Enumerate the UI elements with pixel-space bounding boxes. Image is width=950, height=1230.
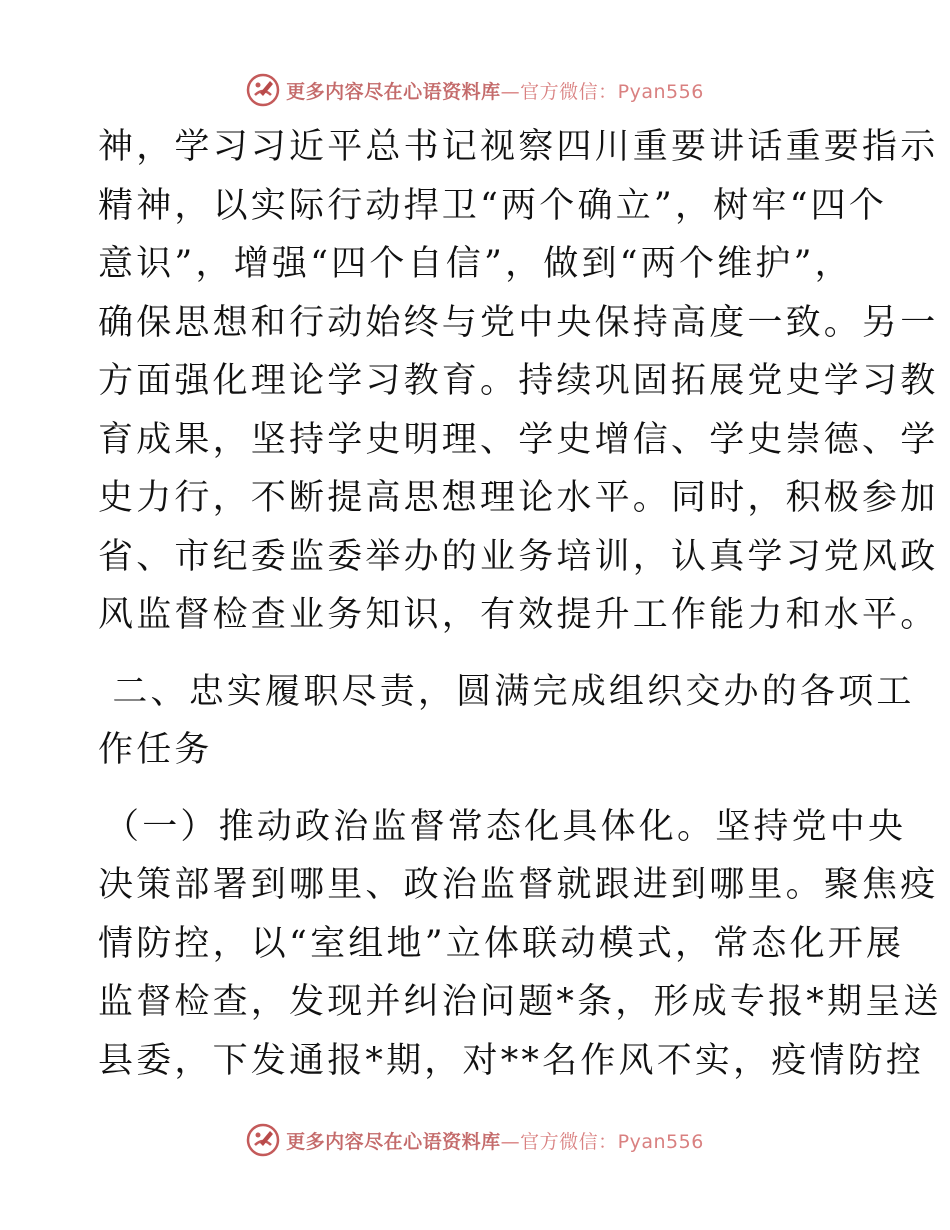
text-line: 史力行，不断提高思想理论水平。同时，积极参加 [98, 478, 939, 518]
watermark-rest: —官方微信：Pyan556 [500, 1130, 704, 1153]
watermark-brand: 更多内容尽在心语资料库 [286, 80, 501, 103]
text-line: 方面强化理论学习教育。持续巩固拓展党史学习教 [98, 361, 939, 401]
watermark-brand: 更多内容尽在心语资料库 [286, 1130, 501, 1153]
paragraph-1 [98, 118, 939, 645]
watermark-footer [0, 1120, 950, 1160]
text-line: 监督检查，发现并纠治问题*条，形成专报*期呈送 [98, 982, 942, 1022]
text-line: 意识”，增强“四个自信”，做到“两个维护”， [98, 244, 853, 284]
section-heading [98, 663, 915, 780]
watermark-text [286, 77, 704, 104]
document-body [98, 118, 942, 1090]
watermark-header [0, 70, 950, 110]
text-line: 育成果，坚持学史明理、学史增信、学史崇德、学 [98, 419, 939, 460]
text-line: 决策部署到哪里、政治监督就跟进到哪里。聚焦疫 [98, 865, 939, 905]
text-line: 县委，下发通报*期，对**名作风不实，疫情防控 [98, 1040, 925, 1081]
pen-book-logo-icon [246, 73, 280, 107]
text-line: 精神，以实际行动捍卫“两个确立”，树牢“四个 [98, 185, 888, 226]
heading-line: 作任务 [98, 730, 213, 770]
watermark-rest: —官方微信：Pyan556 [500, 80, 704, 103]
text-line: 情防控，以“室组地”立体联动模式，常态化开展 [98, 923, 905, 964]
text-line: （一）推动政治监督常态化具体化。坚持党中央 [104, 806, 907, 847]
paragraph-2 [98, 798, 942, 1091]
text-line: 省、市纪委监委举办的业务培训，认真学习党风政 [98, 536, 939, 577]
text-line: 神，学习习近平总书记视察四川重要讲话重要指示 [98, 127, 939, 167]
pen-book-logo-icon [246, 1123, 280, 1157]
watermark-text [286, 1127, 704, 1154]
text-line: 确保思想和行动始终与党中央保持高度一致。另一 [98, 302, 939, 343]
heading-line: 二、忠实履职尽责，圆满完成组织交办的各项工 [98, 671, 915, 712]
text-line: 风监督检查业务知识，有效提升工作能力和水平。 [98, 595, 939, 635]
